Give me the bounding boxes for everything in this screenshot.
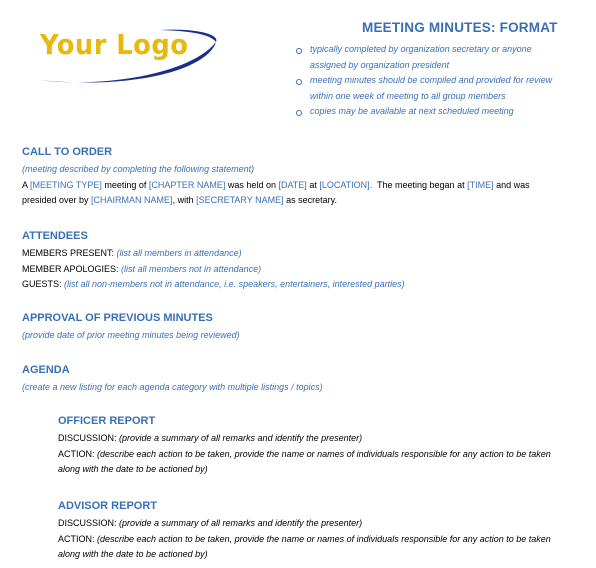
note-item — [296, 58, 596, 74]
action-value: (describe each action to be taken, provide the name or names of individuals responsible for any action to be taken — [97, 533, 551, 544]
advisor-report-section — [58, 499, 551, 563]
approval-instruction: (provide date of prior meeting minutes being reviewed) — [22, 330, 240, 340]
placeholder-location: [LOCATION]. — [319, 179, 373, 190]
text-fragment: , with — [172, 195, 197, 205]
action-label: ACTION: — [58, 533, 98, 544]
bullet-icon — [296, 79, 302, 85]
notes-list — [296, 42, 596, 120]
guests-value: (list all non-members not in attendance, i.e. speakers, entertainers, interested parties) — [64, 279, 405, 289]
note-item — [296, 42, 596, 58]
approval-section — [22, 311, 240, 344]
advisor-action-row-continued: along with the date to be actioned by) — [58, 549, 208, 559]
discussion-value: (provide a summary of all remarks and identify the presenter) — [119, 433, 363, 443]
member-apologies-row — [22, 262, 405, 278]
page-title: MEETING MINUTES: FORMAT — [362, 20, 558, 35]
members-present-label: MEMBERS PRESENT: — [22, 248, 117, 258]
call-to-order-line-1 — [22, 178, 530, 194]
discussion-label: DISCUSSION: — [58, 518, 120, 528]
logo-text: Your Logo — [40, 28, 189, 61]
placeholder-chairman-name: [CHAIRMAN NAME] — [91, 195, 173, 205]
call-to-order-instruction: (meeting described by completing the following statement) — [22, 164, 255, 174]
placeholder-secretary-name: [SECRETARY NAME] — [196, 195, 284, 205]
officer-action-row — [58, 447, 551, 463]
note-text: copies may be available at next scheduled meeting — [310, 106, 514, 116]
agenda-instruction: (create a new listing for each agenda category with multiple listings / topics) — [22, 382, 323, 392]
attendees-heading: ATTENDEES — [22, 230, 88, 242]
text-fragment: was held on — [225, 179, 279, 190]
advisor-action-row — [58, 532, 551, 548]
placeholder-meeting-type: [MEETING TYPE] — [30, 179, 102, 190]
guests-label: GUESTS: — [22, 279, 65, 289]
action-label: ACTION: — [58, 448, 98, 459]
text-fragment: meeting of — [101, 179, 149, 190]
member-apologies-label: MEMBER APOLOGIES: — [22, 263, 122, 274]
call-to-order-line-2 — [22, 193, 530, 209]
bullet-icon — [296, 48, 302, 54]
text-fragment: A — [22, 179, 31, 190]
placeholder-date: [DATE] — [278, 179, 307, 190]
note-item — [296, 104, 596, 120]
text-fragment: as secretary. — [283, 195, 337, 205]
discussion-label: DISCUSSION: — [58, 433, 120, 443]
members-present-row — [22, 246, 405, 262]
text-fragment: at — [306, 179, 320, 190]
note-text: assigned by organization president — [310, 59, 450, 70]
officer-discussion-row — [58, 431, 551, 447]
text-fragment: and was — [493, 179, 530, 190]
text-fragment: presided over by — [22, 195, 92, 205]
advisor-discussion-row — [58, 516, 551, 532]
discussion-value: (provide a summary of all remarks and identify the presenter) — [119, 518, 363, 528]
officer-report-heading: OFFICER REPORT — [58, 415, 156, 427]
agenda-heading: AGENDA — [22, 364, 70, 376]
guests-row — [22, 277, 405, 293]
officer-action-row-continued: along with the date to be actioned by) — [58, 464, 208, 474]
note-text: within one week of meeting to all group members — [310, 90, 506, 101]
note-text: typically completed by organization secretary or anyone — [310, 44, 532, 54]
call-to-order-heading: CALL TO ORDER — [22, 146, 113, 158]
advisor-report-heading: ADVISOR REPORT — [58, 500, 158, 512]
text-fragment: The meeting began at — [372, 179, 468, 190]
member-apologies-value: (list all members not in attendance) — [121, 263, 262, 274]
action-value: (describe each action to be taken, provide the name or names of individuals responsible for any action to be taken — [97, 448, 551, 459]
officer-report-section — [58, 414, 551, 478]
approval-heading: APPROVAL OF PREVIOUS MINUTES — [22, 312, 213, 324]
placeholder-time: [TIME] — [467, 179, 494, 190]
placeholder-chapter-name: [CHAPTER NAME] — [148, 179, 226, 190]
attendees-section — [22, 229, 405, 293]
logo — [30, 20, 230, 90]
note-item — [296, 89, 596, 105]
note-text: meeting minutes should be compiled and provided for review — [310, 75, 553, 85]
bullet-icon — [296, 110, 302, 116]
call-to-order-section — [22, 145, 530, 209]
note-item — [296, 73, 596, 89]
agenda-section — [22, 363, 323, 396]
members-present-value: (list all members in attendance) — [116, 248, 242, 258]
